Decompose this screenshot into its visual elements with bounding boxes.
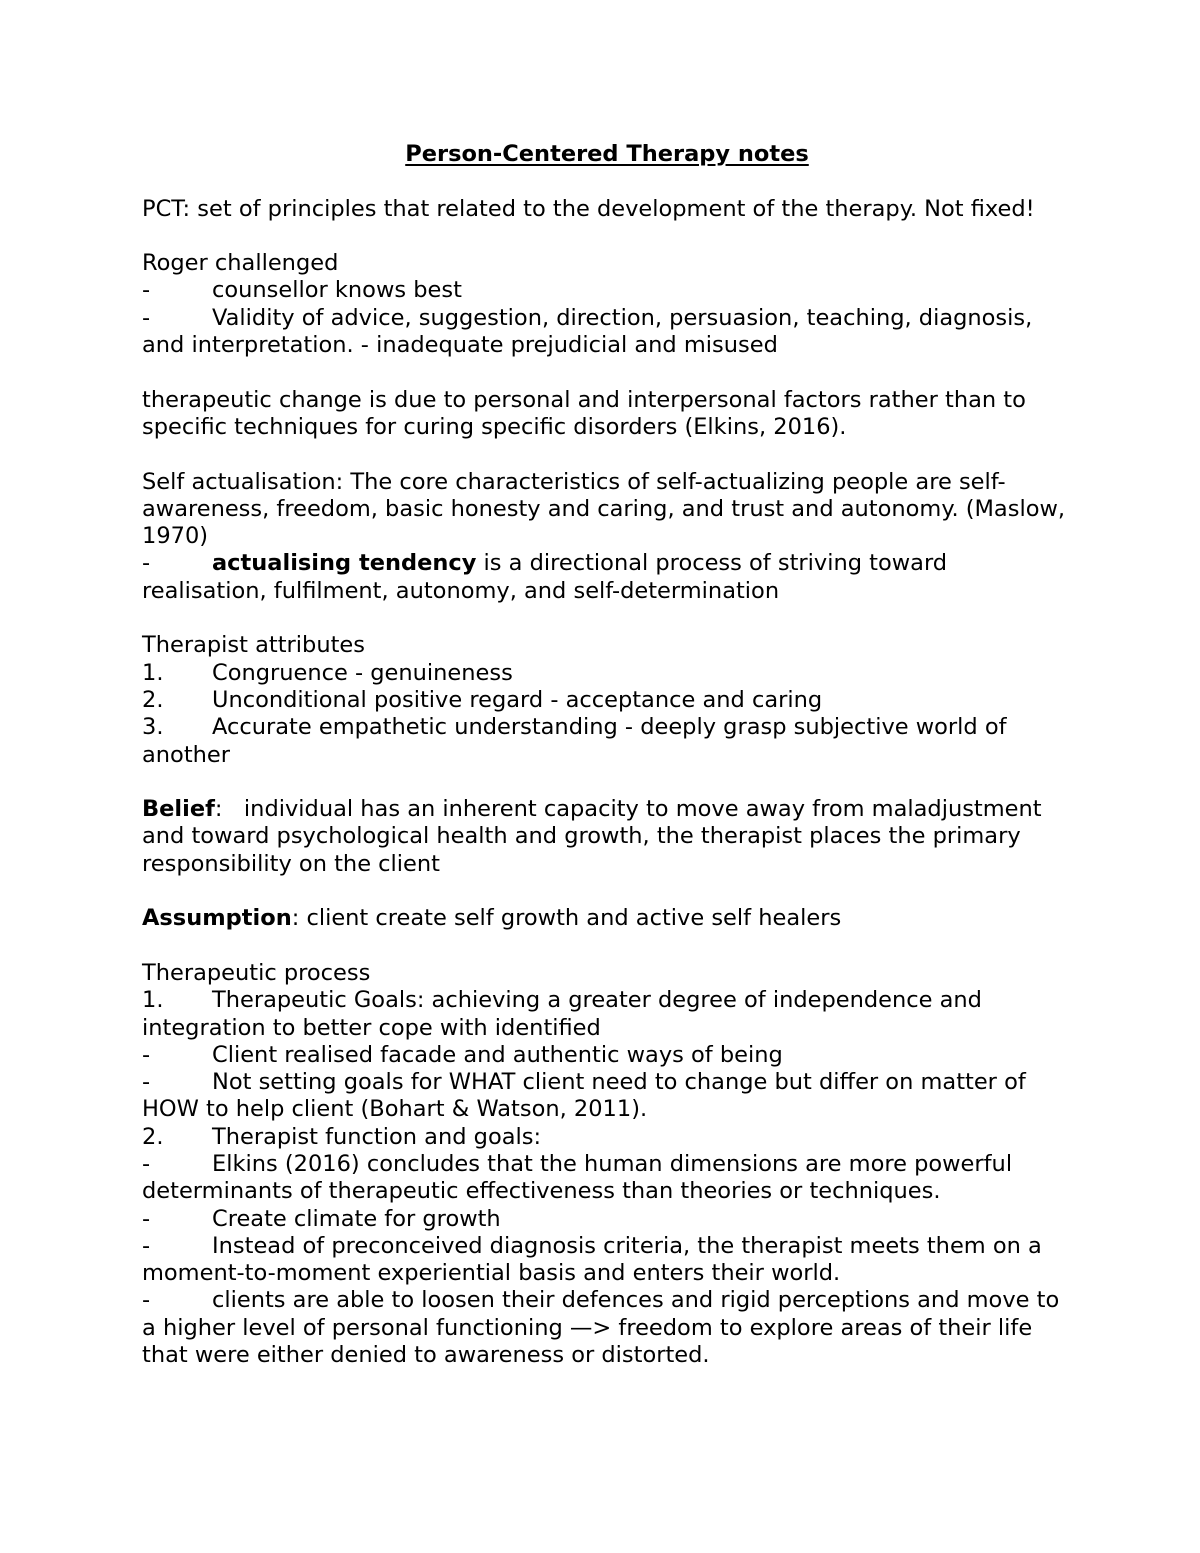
document-title: Person-Centered Therapy notes (405, 141, 809, 167)
list-item (142, 1069, 1072, 1124)
list-marker: - (142, 1041, 151, 1068)
list-item (142, 660, 1072, 687)
list-item (142, 1124, 1072, 1151)
list-item-text: Accurate empathetic understanding - deeply grasp subjective world of another (142, 714, 1007, 768)
list-marker: - (142, 1232, 151, 1259)
list-marker: - (142, 550, 151, 577)
self-actualisation-text: Self actualisation: The core characteristics of self-actualizing people are self-awareness, freedom, basic honesty and caring, and trust and autonomy. (Maslow, 1970) (142, 468, 1066, 550)
list-item-text: Therapist function and goals: (212, 1123, 542, 1150)
list-item (142, 550, 1072, 605)
list-marker: - (142, 1205, 151, 1232)
self-actualisation-section (142, 469, 1072, 605)
assumption-paragraph (142, 905, 1072, 932)
document-body (142, 141, 1072, 1397)
roger-heading: Roger challenged (142, 250, 339, 277)
list-item-text: Unconditional positive regard - acceptance and caring (212, 686, 823, 713)
belief-text: : individual has an inherent capacity to move away from maladjustment and toward psychological health and growth, the therapist places the primary responsibility on the client (142, 796, 1049, 877)
list-item-text: Therapeutic Goals: achieving a greater degree of independence and integration to better cope with identified (142, 987, 982, 1041)
list-item-text: Instead of preconceived diagnosis criteria, the therapist meets them on a moment-to-moment experiential basis and enters their world. (142, 1232, 1042, 1287)
assumption-label: Assumption (142, 905, 292, 932)
list-item-text: clients are able to loosen their defences and rigid perceptions and move to a higher level of personal functioning —> freedom to explore areas of their life that were either denied to awareness or distorted. (142, 1287, 1060, 1369)
list-item-text: Congruence - genuineness (212, 659, 513, 686)
list-item (142, 1042, 1072, 1069)
process-section (142, 960, 1072, 1369)
list-marker: 2. (142, 686, 164, 713)
list-marker: 2. (142, 1123, 164, 1150)
list-item-text: is a directional process of striving toward realisation, fulfilment, autonomy, and self-determination (142, 550, 948, 604)
list-marker: - (142, 304, 151, 331)
list-marker: - (142, 1287, 151, 1314)
list-item-text: Create climate for growth (212, 1205, 501, 1232)
actualising-tendency-term: actualising tendency (212, 550, 477, 577)
list-marker: - (142, 277, 151, 304)
list-item-text: Validity of advice, suggestion, direction, persuasion, teaching, diagnosis, and interpretation. - inadequate prejudicial and misused (142, 304, 1033, 359)
list-marker: - (142, 1150, 151, 1177)
assumption-text: : client create self growth and active self healers (291, 905, 842, 932)
list-item-text: Client realised facade and authentic ways of being (212, 1041, 783, 1068)
change-paragraph: therapeutic change is due to personal and interpersonal factors rather than to specific techniques for curing specific disorders (Elkins, 2016). (142, 386, 1026, 440)
list-marker: 1. (142, 659, 164, 686)
attributes-heading: Therapist attributes (142, 632, 365, 659)
belief-paragraph (142, 796, 1072, 878)
list-item (142, 277, 1072, 304)
list-item (142, 987, 1072, 1042)
list-marker: - (142, 1069, 151, 1096)
list-item (142, 687, 1072, 714)
attributes-section (142, 632, 1072, 768)
list-item-text: counsellor knows best (212, 277, 462, 304)
list-item (142, 1233, 1072, 1288)
list-marker: 1. (142, 987, 164, 1014)
list-item (142, 1206, 1072, 1233)
belief-label: Belief (142, 796, 215, 823)
roger-section (142, 250, 1072, 359)
list-item-text: Elkins (2016) concludes that the human dimensions are more powerful determinants of therapeutic effectiveness than theories or techniques. (142, 1150, 1013, 1205)
list-item (142, 1151, 1072, 1206)
list-item (142, 305, 1072, 360)
list-item (142, 1287, 1072, 1369)
list-marker: 3. (142, 714, 164, 741)
process-heading: Therapeutic process (142, 959, 371, 986)
list-item (142, 714, 1072, 769)
list-item-text: Not setting goals for WHAT client need to change but differ on matter of HOW to help client (Bohart & Watson, 2011). (142, 1069, 1026, 1123)
pct-paragraph: PCT: set of principles that related to the development of the therapy. Not fixed! (142, 195, 1035, 222)
